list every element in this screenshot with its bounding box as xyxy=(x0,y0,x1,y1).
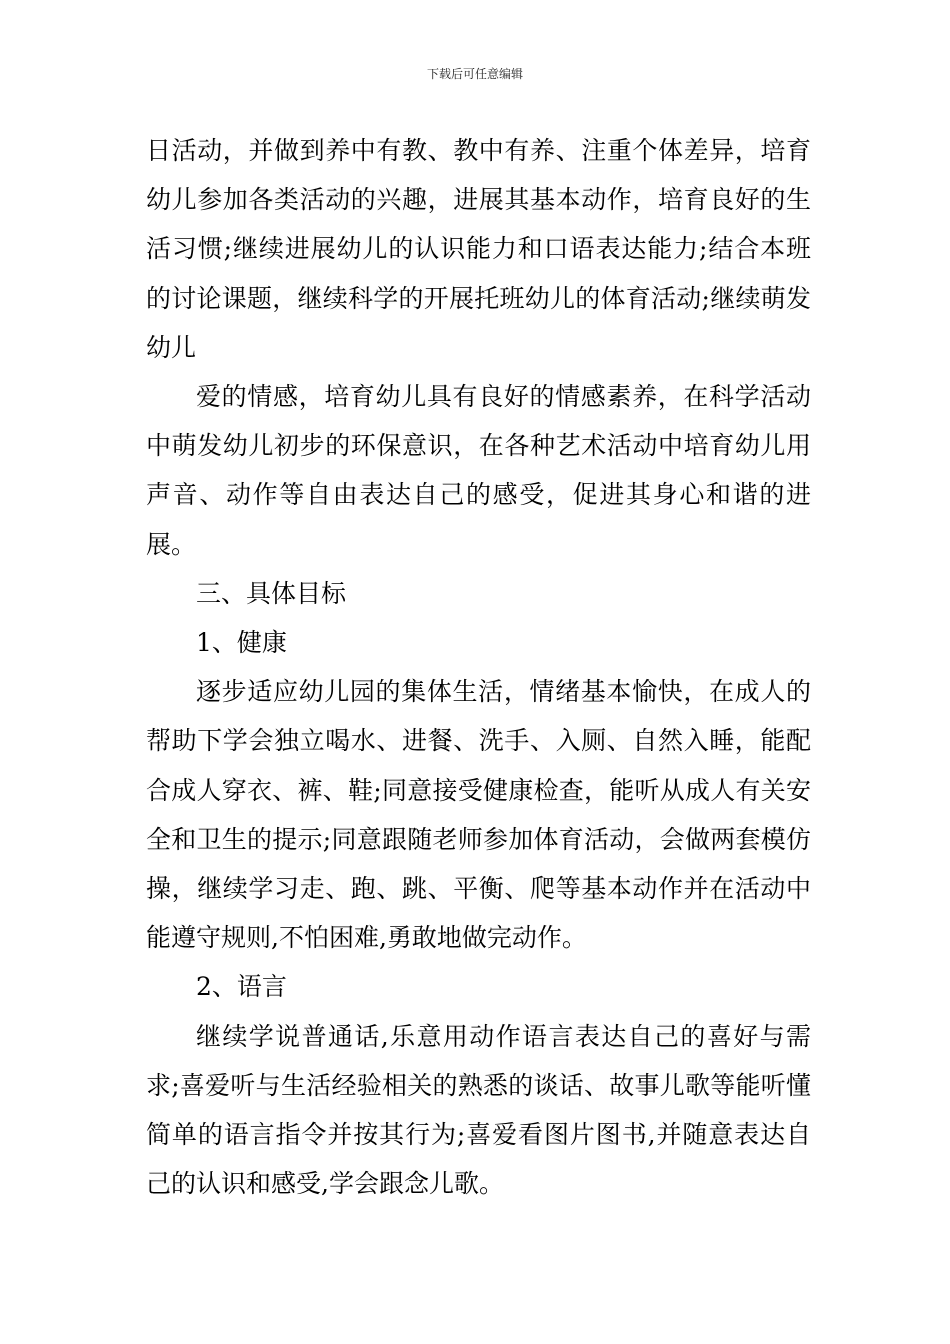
paragraph-health: 逐步适应幼儿园的集体生活，情绪基本愉快，在成人的帮助下学会独立喝水、进餐、洗手、入厕、自然入睡，能配合成人穿衣、裤、鞋;同意接受健康检查，能听从成人有关安全和卫生的提示;同意跟随老师参加体育活动，会做两套模仿操，继续学习走、跑、跳、平衡、爬等基本动作并在活动中能遵守规则,不怕困难,勇敢地做完动作。 xyxy=(146,677,811,953)
paragraph-language: 继续学说普通话,乐意用动作语言表达自己的喜好与需求;喜爱听与生活经验相关的熟悉的谈话、故事儿歌等能听懂简单的语言指令并按其行为;喜爱看图片图书,并随意表达自己的认识和感受,学会跟念儿歌。 xyxy=(146,1021,811,1199)
section-heading-specific-goals: 三、具体目标 xyxy=(196,578,347,608)
subheading-language: 2、语言 xyxy=(196,972,287,1002)
paragraph-daily-activities: 日活动，并做到养中有教、教中有养、注重个体差异，培育幼儿参加各类活动的兴趣，进展其基本动作，培育良好的生活习惯;继续进展幼儿的认识能力和口语表达能力;结合本班的讨论课题，继续科学的开展托班幼儿的体育活动;继续萌发幼儿 xyxy=(146,136,811,362)
subheading-health: 1、健康 xyxy=(196,628,287,658)
document-body xyxy=(146,126,811,1208)
page-header: 下载后可任意编辑 xyxy=(426,67,523,81)
paragraph-emotion: 爱的情感，培育幼儿具有良好的情感素养，在科学活动中萌发幼儿初步的环保意识，在各种艺术活动中培育幼儿用声音、动作等自由表达自己的感受，促进其身心和谐的进展。 xyxy=(146,382,811,559)
